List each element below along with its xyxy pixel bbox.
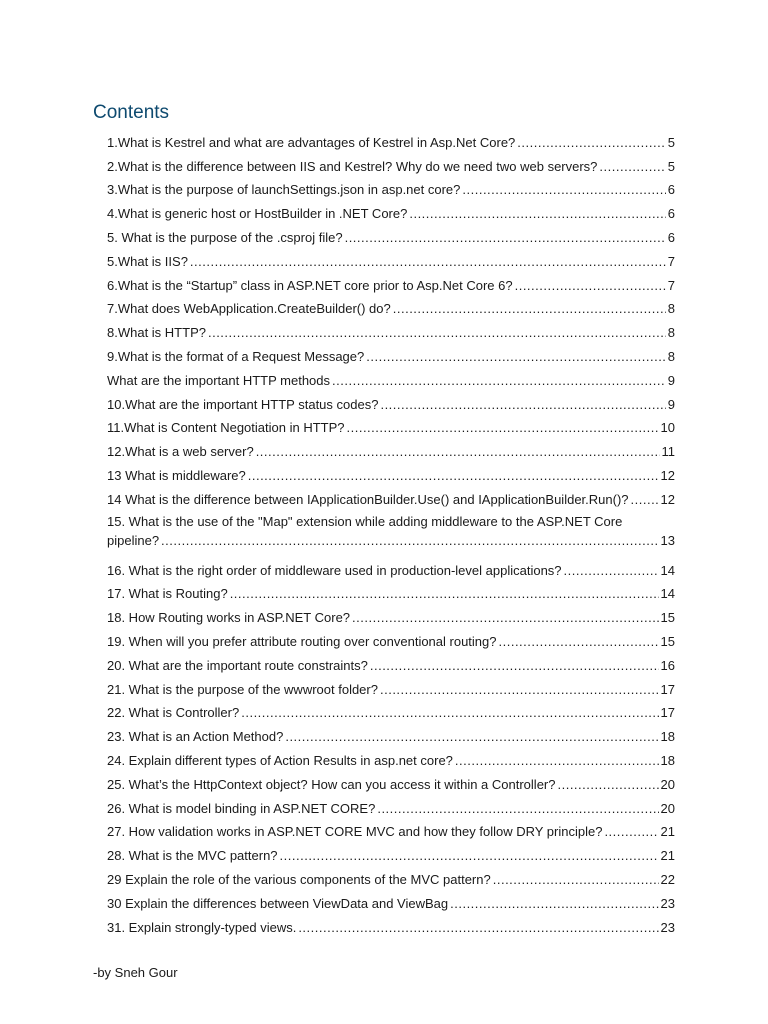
dot-leader	[493, 871, 659, 888]
toc-entry[interactable]	[107, 270, 675, 294]
dot-leader	[208, 324, 666, 341]
toc-entry-page-number: 9	[667, 396, 675, 412]
toc-entry[interactable]	[107, 912, 675, 936]
dot-leader	[517, 134, 665, 151]
toc-entry[interactable]	[107, 864, 675, 888]
toc-entry[interactable]	[107, 460, 675, 484]
toc-entry[interactable]	[107, 317, 675, 341]
toc-entry-page-number: 15	[660, 633, 675, 649]
dot-leader	[161, 531, 658, 550]
dot-leader	[377, 800, 658, 817]
dot-leader	[332, 372, 666, 389]
dot-leader	[393, 300, 666, 317]
toc-entry-title: 31. Explain strongly-typed views.	[107, 919, 297, 935]
toc-entry-page-number: 7	[667, 253, 675, 269]
dot-leader	[352, 609, 659, 626]
toc-entry-page-number: 8	[667, 325, 675, 341]
toc-entry-title: 8.What is HTTP?	[107, 325, 206, 341]
toc-entry-page-number: 15	[660, 610, 675, 626]
toc-entry-title: 15. What is the use of the "Map" extension while adding middleware to the ASP.NET Core	[107, 513, 623, 529]
dot-leader	[499, 633, 659, 650]
toc-entry-title: 5. What is the purpose of the .csproj file?	[107, 229, 343, 245]
toc-entry-page-number: 21	[660, 824, 675, 840]
dot-leader	[564, 562, 659, 579]
toc-entry-page-number: 23	[660, 919, 675, 935]
toc-entry-title: What are the important HTTP methods	[107, 372, 331, 388]
toc-entry-page-number: 6	[667, 229, 675, 245]
toc-entry-title: 7.What does WebApplication.CreateBuilder() do?	[107, 301, 391, 317]
toc-entry[interactable]	[107, 602, 675, 626]
dot-leader	[380, 681, 659, 698]
toc-entry[interactable]	[107, 817, 675, 841]
toc-entry-page-number: 11	[661, 444, 675, 460]
toc-entry[interactable]	[107, 294, 675, 318]
toc-entry-page-number: 18	[660, 729, 675, 745]
toc-entry[interactable]	[107, 222, 675, 246]
toc-entry[interactable]	[107, 888, 675, 912]
dot-leader	[230, 585, 659, 602]
toc-entry-title: 24. Explain different types of Action Results in asp.net core?	[107, 752, 453, 768]
toc-entry-page-number: 12	[660, 491, 675, 507]
toc-entry-page-number: 7	[667, 277, 675, 293]
toc-entry-title: 21. What is the purpose of the wwwroot folder?	[107, 681, 378, 697]
dot-leader	[455, 752, 659, 769]
dot-leader	[515, 277, 666, 294]
toc-entry-title: 5.What is IIS?	[107, 253, 188, 269]
toc-entry-page-number: 20	[660, 776, 675, 792]
toc-entry-page-number: 5	[667, 158, 675, 174]
toc-entry-title: 30 Explain the differences between ViewData and ViewBag	[107, 895, 449, 911]
dot-leader	[280, 847, 659, 864]
toc-entry-title: 10.What are the important HTTP status codes?	[107, 396, 379, 412]
toc-entry[interactable]	[107, 674, 675, 698]
toc-entry-page-number: 6	[667, 206, 675, 222]
toc-entry-title: 2.What is the difference between IIS and Kestrel? Why do we need two web servers?	[107, 158, 598, 174]
toc-entry[interactable]	[107, 579, 675, 603]
toc-entry[interactable]	[107, 198, 675, 222]
dot-leader	[450, 895, 658, 912]
toc-entry-page-number: 22	[660, 871, 675, 887]
toc-entry[interactable]	[107, 246, 675, 270]
toc-entry-title: 6.What is the “Startup” class in ASP.NET core prior to Asp.Net Core 6?	[107, 277, 513, 293]
toc-entry-page-number: 23	[660, 895, 675, 911]
toc-entry-page-number: 12	[660, 467, 675, 483]
toc-entry-title: 29 Explain the role of the various components of the MVC pattern?	[107, 871, 491, 887]
toc-entry-page-number: 8	[667, 348, 675, 364]
toc-entry[interactable]	[107, 365, 675, 389]
toc-list	[107, 127, 675, 936]
toc-entry[interactable]	[107, 151, 675, 175]
dot-leader	[370, 657, 659, 674]
toc-entry-page-number: 13	[660, 532, 675, 548]
toc-entry-title: 26. What is model binding in ASP.NET CORE?	[107, 800, 376, 816]
toc-entry-page-number: 10	[660, 420, 675, 436]
toc-entry-title: 4.What is generic host or HostBuilder in .NET Core?	[107, 206, 408, 222]
toc-entry-page-number: 20	[660, 800, 675, 816]
toc-entry[interactable]	[107, 698, 675, 722]
toc-heading: Contents	[93, 102, 170, 123]
dot-leader	[462, 181, 665, 198]
dot-leader	[604, 823, 658, 840]
toc-entry-title: 12.What is a web server?	[107, 444, 254, 460]
toc-entry-title: 25. What’s the HttpContext object? How can you access it within a Controller?	[107, 776, 556, 792]
toc-entry[interactable]	[107, 413, 675, 437]
toc-entry[interactable]	[107, 436, 675, 460]
toc-entry[interactable]	[107, 484, 675, 508]
toc-entry[interactable]	[107, 793, 675, 817]
toc-entry[interactable]	[107, 769, 675, 793]
toc-entry-page-number: 9	[667, 372, 675, 388]
dot-leader	[599, 158, 665, 175]
dot-leader	[409, 205, 665, 222]
toc-entry-title-continued: pipeline?	[107, 532, 160, 548]
toc-entry[interactable]	[107, 650, 675, 674]
dot-leader	[380, 396, 665, 413]
dot-leader	[190, 253, 666, 270]
toc-entry-title: 13 What is middleware?	[107, 467, 246, 483]
toc-entry-page-number: 17	[660, 681, 675, 697]
dot-leader	[285, 728, 658, 745]
toc-entry[interactable]	[107, 626, 675, 650]
toc-entry-row	[107, 531, 675, 550]
toc-entry-title: 23. What is an Action Method?	[107, 729, 284, 745]
dot-leader	[347, 419, 659, 436]
toc-entry-title: 17. What is Routing?	[107, 586, 228, 602]
toc-entry-title: 16. What is the right order of middleware used in production-level applications?	[107, 562, 562, 578]
toc-entry-page-number: 17	[660, 705, 675, 721]
dot-leader	[256, 443, 660, 460]
toc-entry[interactable]	[107, 840, 675, 864]
toc-entry-title: 22. What is Controller?	[107, 705, 240, 721]
toc-entry-page-number: 18	[660, 752, 675, 768]
toc-entry-title: 28. What is the MVC pattern?	[107, 848, 278, 864]
toc-entry[interactable]	[107, 175, 675, 199]
toc-entry-title: 27. How validation works in ASP.NET CORE MVC and how they follow DRY principle?	[107, 824, 603, 840]
dot-leader	[557, 776, 658, 793]
toc-entry-title: 3.What is the purpose of launchSettings.json in asp.net core?	[107, 182, 461, 198]
toc-entry[interactable]	[107, 508, 675, 555]
dot-leader	[366, 348, 666, 365]
toc-entry-page-number: 14	[660, 562, 675, 578]
toc-entry-title: 20. What are the important route constraints?	[107, 657, 368, 673]
toc-entry-title: 18. How Routing works in ASP.NET Core?	[107, 610, 351, 626]
toc-entry[interactable]	[107, 341, 675, 365]
toc-entry[interactable]	[107, 745, 675, 769]
toc-entry-page-number: 6	[667, 182, 675, 198]
dot-leader	[241, 704, 658, 721]
toc-entry-title: 11.What is Content Negotiation in HTTP?	[107, 420, 345, 436]
toc-entry-page-number: 14	[660, 586, 675, 602]
dot-leader	[298, 919, 658, 936]
toc-entry[interactable]	[107, 389, 675, 413]
dot-leader	[345, 229, 666, 246]
toc-entry-page-number: 16	[660, 657, 675, 673]
toc-entry[interactable]	[107, 127, 675, 151]
toc-entry-title: 19. When will you prefer attribute routing over conventional routing?	[107, 633, 497, 649]
dot-leader	[631, 491, 659, 508]
toc-entry-title: 14 What is the difference between IApplicationBuilder.Use() and IApplicationBuilder.Run()?	[107, 491, 629, 507]
author-signature: -by Sneh Gour	[93, 965, 178, 980]
toc-entry-page-number: 8	[667, 301, 675, 317]
toc-entry-page-number: 21	[660, 848, 675, 864]
dot-leader	[248, 467, 659, 484]
toc-entry[interactable]	[107, 555, 675, 579]
toc-entry-title: 9.What is the format of a Request Message?	[107, 348, 365, 364]
toc-entry[interactable]	[107, 721, 675, 745]
toc-entry-title: 1.What is Kestrel and what are advantages of Kestrel in Asp.Net Core?	[107, 134, 516, 150]
toc-entry-page-number: 5	[667, 134, 675, 150]
